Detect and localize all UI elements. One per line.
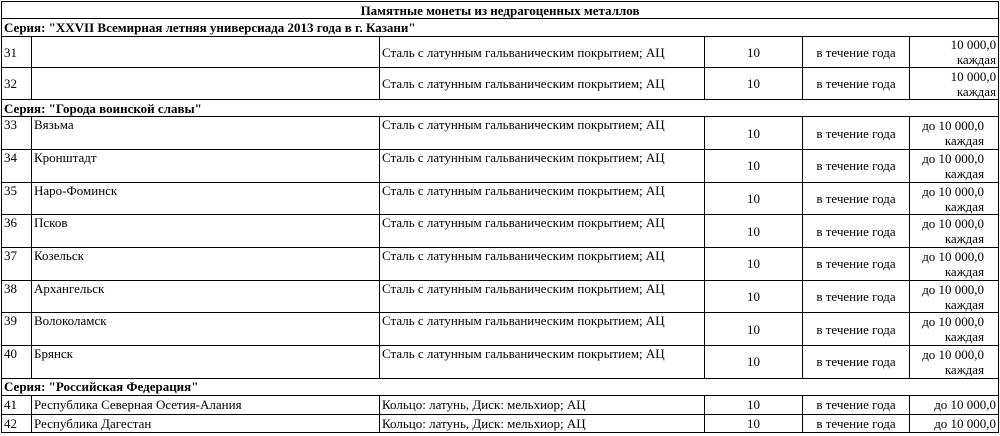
coin-quantity: 10 (705, 248, 803, 281)
row-number: 37 (2, 248, 32, 281)
coin-quantity: 10 (705, 215, 803, 248)
coin-mintage: до 10 000,0 каждая (910, 117, 999, 150)
table-row (2, 182, 999, 215)
coin-quantity: 10 (705, 346, 803, 379)
issue-term: в течение года (803, 215, 910, 248)
coin-metal: Сталь с латунным гальваническим покрытием; АЦ (380, 117, 705, 150)
coin-metal: Сталь с латунным гальваническим покрытием; АЦ (380, 346, 705, 379)
coin-mintage: до 10 000,0 каждая (910, 313, 999, 346)
table-row (2, 36, 999, 68)
series-row (2, 19, 999, 36)
coin-name: Республика Северная Осетия-Алания (32, 396, 380, 414)
coin-name: Брянск (32, 346, 380, 379)
issue-term: в течение года (803, 68, 910, 100)
issue-term: в течение года (803, 150, 910, 183)
coin-mintage: до 10 000,0 каждая (910, 248, 999, 281)
table-row (2, 248, 999, 281)
table-row (2, 346, 999, 379)
table-row (2, 150, 999, 183)
coin-name (32, 68, 380, 100)
issue-term: в течение года (803, 414, 910, 433)
table-title: Памятные монеты из недрагоценных металлов (2, 2, 999, 19)
row-number: 36 (2, 215, 32, 248)
row-number: 40 (2, 346, 32, 379)
table-row (2, 313, 999, 346)
table-row (2, 215, 999, 248)
coin-mintage: 10 000,0 каждая (910, 68, 999, 100)
table-row (2, 280, 999, 313)
coin-name: Наро-Фоминск (32, 182, 380, 215)
coin-quantity: 10 (705, 150, 803, 183)
coin-metal: Сталь с латунным гальваническим покрытием; АЦ (380, 313, 705, 346)
row-number: 39 (2, 313, 32, 346)
coin-name: Архангельск (32, 280, 380, 313)
coin-name (32, 36, 380, 68)
coin-metal: Сталь с латунным гальваническим покрытием; АЦ (380, 36, 705, 68)
table-row (2, 117, 999, 150)
issue-term: в течение года (803, 313, 910, 346)
table-row (2, 396, 999, 414)
coin-metal: Сталь с латунным гальваническим покрытием; АЦ (380, 248, 705, 281)
table-row (2, 68, 999, 100)
coin-mintage: до 10 000,0 каждая (910, 346, 999, 379)
issue-term: в течение года (803, 396, 910, 414)
table-row (2, 414, 999, 433)
coin-mintage: до 10 000,0 (910, 414, 999, 433)
coin-mintage: до 10 000,0 каждая (910, 150, 999, 183)
issue-term: в течение года (803, 182, 910, 215)
table-header-row (2, 2, 999, 19)
row-number: 35 (2, 182, 32, 215)
series-row (2, 378, 999, 395)
series-title: Серия: "Города воинской славы" (2, 100, 999, 117)
coin-quantity: 10 (705, 182, 803, 215)
coin-mintage: до 10 000,0 каждая (910, 215, 999, 248)
row-number: 34 (2, 150, 32, 183)
series-title: Серия: "XXVII Всемирная летняя универсиада 2013 года в г. Казани" (2, 19, 999, 36)
coin-quantity: 10 (705, 313, 803, 346)
issue-term: в течение года (803, 36, 910, 68)
series-title: Серия: "Российская Федерация" (2, 378, 999, 395)
row-number: 42 (2, 414, 32, 433)
coins-table (1, 1, 999, 433)
issue-term: в течение года (803, 248, 910, 281)
coin-mintage: 10 000,0 каждая (910, 36, 999, 68)
coin-metal: Сталь с латунным гальваническим покрытием; АЦ (380, 280, 705, 313)
coin-mintage: до 10 000,0 (910, 396, 999, 414)
coin-name: Козельск (32, 248, 380, 281)
coin-name: Кронштадт (32, 150, 380, 183)
coin-metal: Кольцо: латунь, Диск: мельхиор; АЦ (380, 396, 705, 414)
row-number: 38 (2, 280, 32, 313)
row-number: 32 (2, 68, 32, 100)
row-number: 41 (2, 396, 32, 414)
issue-term: в течение года (803, 346, 910, 379)
issue-term: в течение года (803, 280, 910, 313)
coin-name: Псков (32, 215, 380, 248)
coin-name: Вязьма (32, 117, 380, 150)
coin-metal: Сталь с латунным гальваническим покрытием; АЦ (380, 150, 705, 183)
coin-quantity: 10 (705, 280, 803, 313)
coin-mintage: до 10 000,0 каждая (910, 182, 999, 215)
coin-name: Республика Дагестан (32, 414, 380, 433)
coin-name: Волоколамск (32, 313, 380, 346)
coin-metal: Сталь с латунным гальваническим покрытием; АЦ (380, 68, 705, 100)
series-row (2, 100, 999, 117)
coin-quantity: 10 (705, 414, 803, 433)
row-number: 33 (2, 117, 32, 150)
coin-mintage: до 10 000,0 каждая (910, 280, 999, 313)
coin-quantity: 10 (705, 68, 803, 100)
coin-quantity: 10 (705, 117, 803, 150)
coin-quantity: 10 (705, 36, 803, 68)
coin-metal: Сталь с латунным гальваническим покрытием; АЦ (380, 182, 705, 215)
coin-metal: Сталь с латунным гальваническим покрытием; АЦ (380, 215, 705, 248)
coin-metal: Кольцо: латунь, Диск: мельхиор; АЦ (380, 414, 705, 433)
issue-term: в течение года (803, 117, 910, 150)
coin-quantity: 10 (705, 396, 803, 414)
row-number: 31 (2, 36, 32, 68)
